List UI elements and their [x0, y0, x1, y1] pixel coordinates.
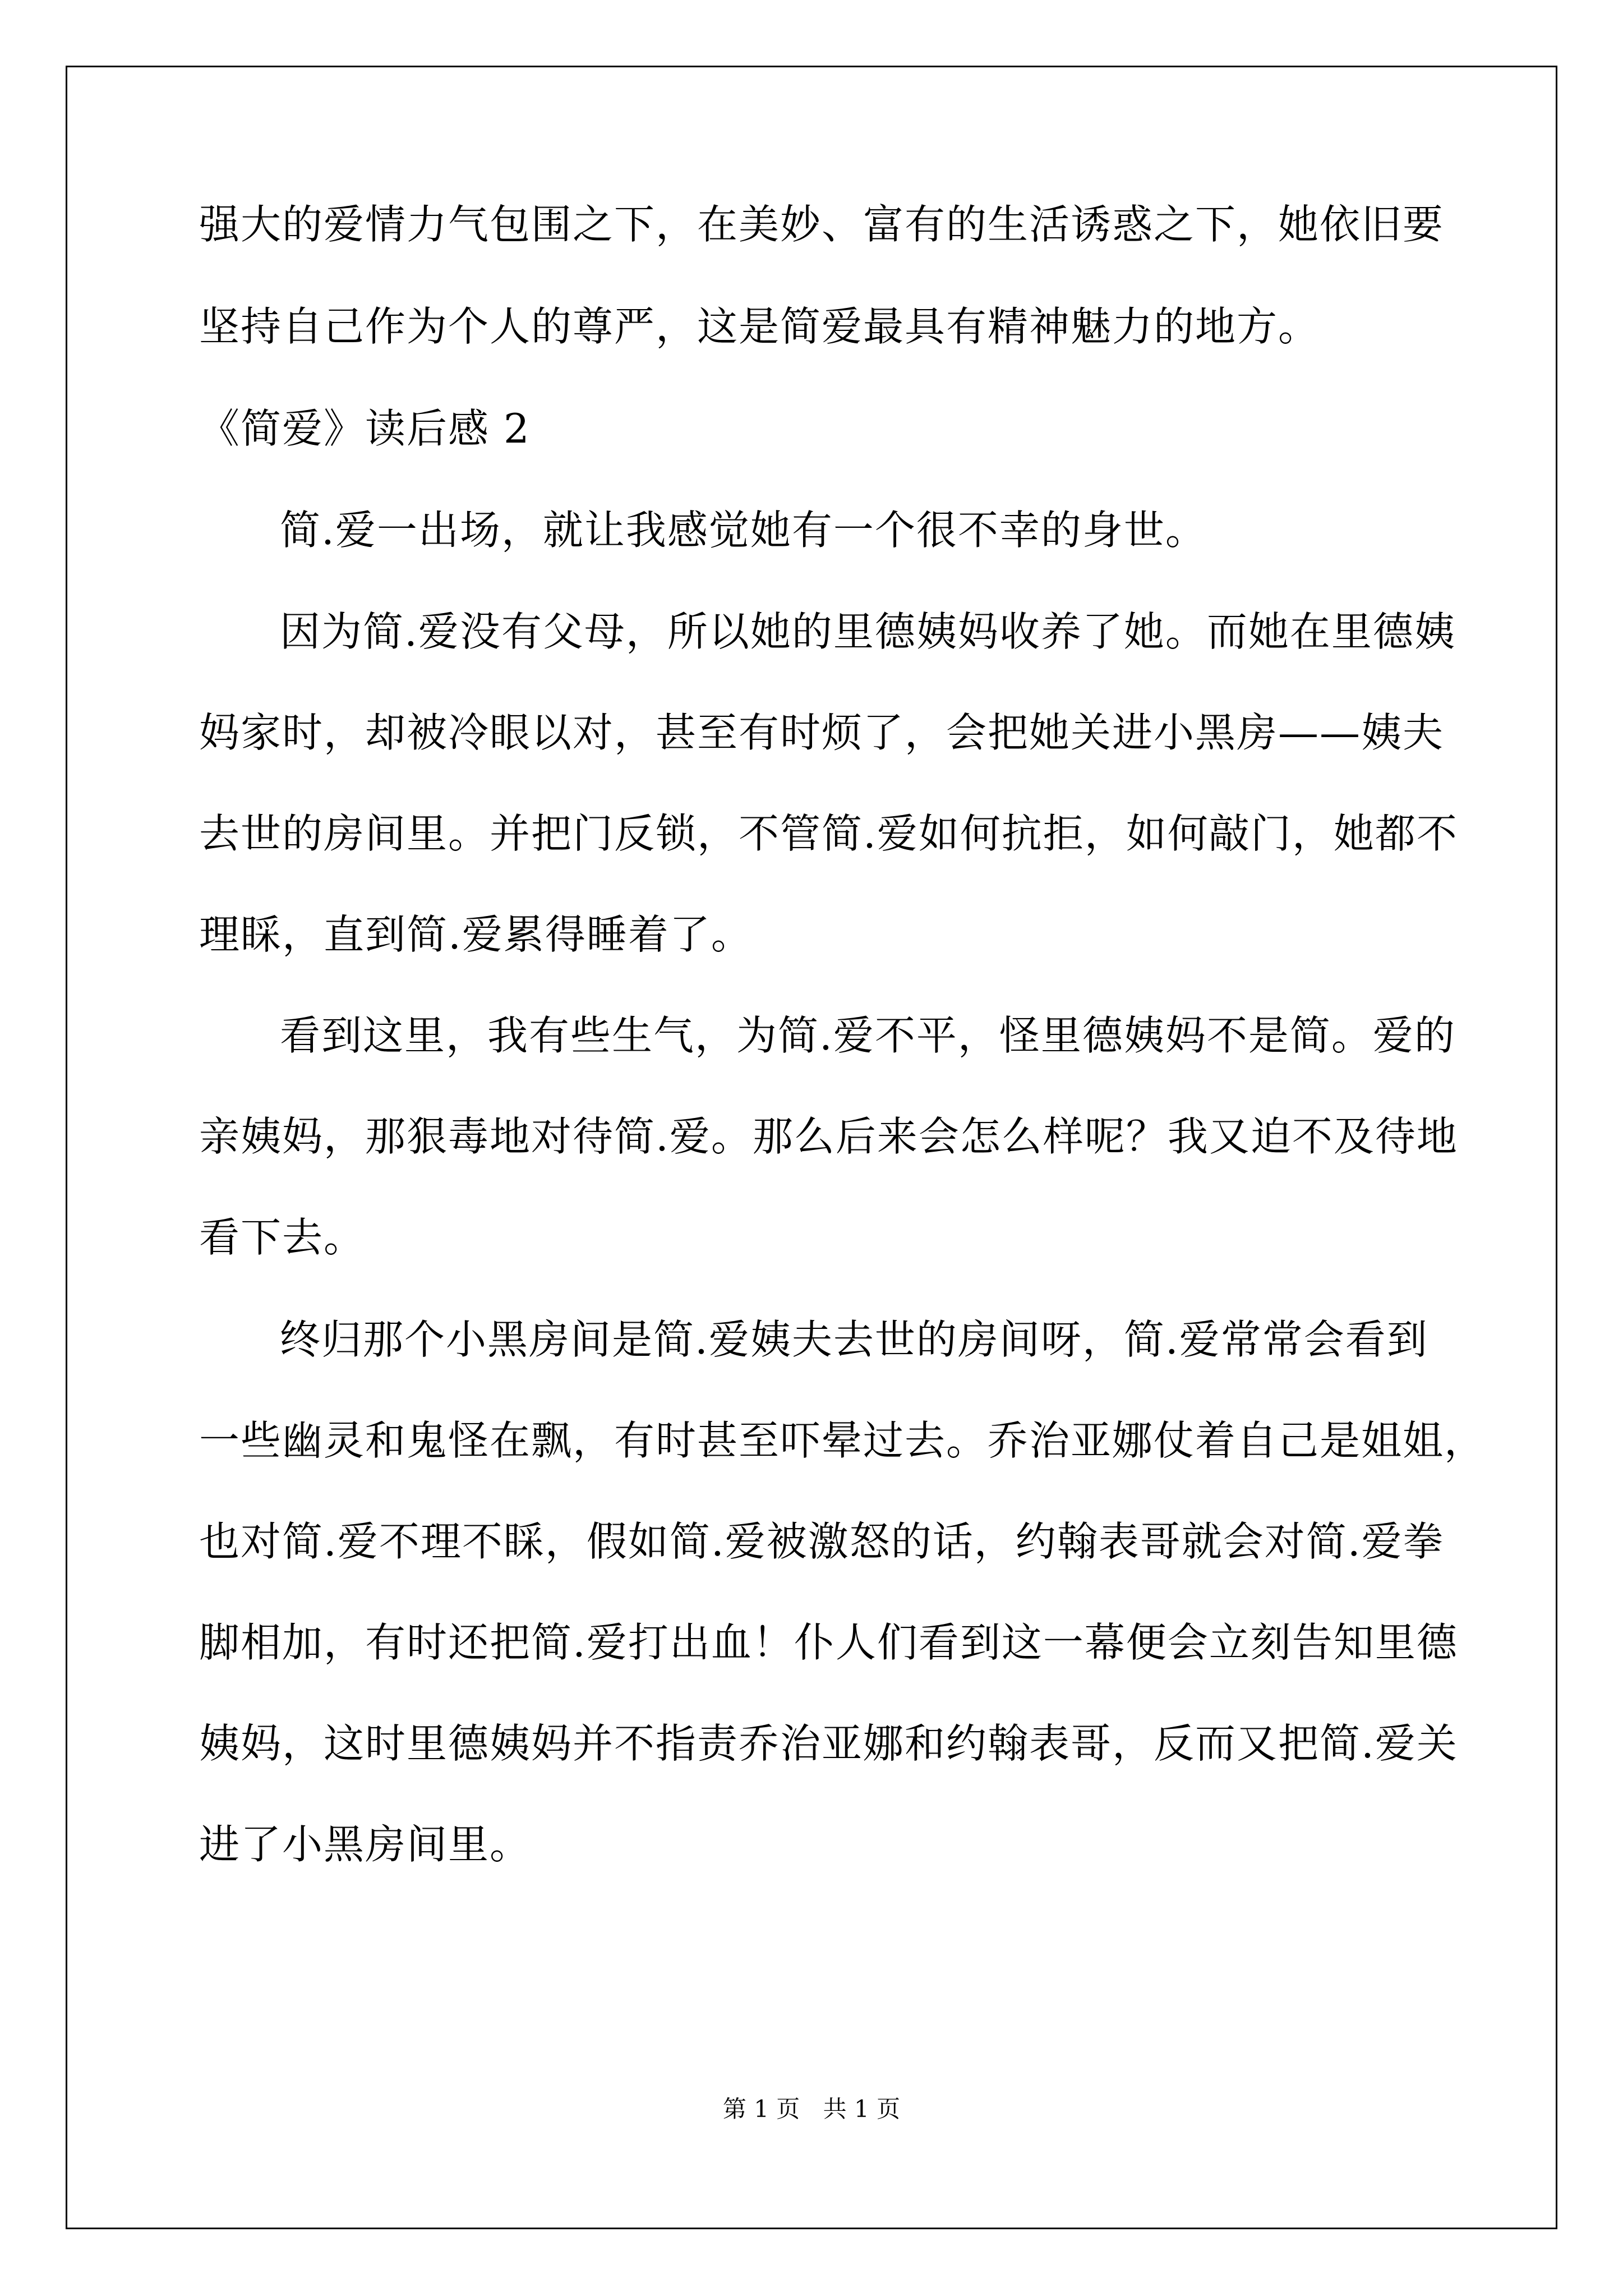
paragraph-line: 因为简.爱没有父母，所以她的里德姨妈收养了她。而她在里德姨 — [280, 608, 1456, 655]
section-heading: 《简爱》读后感 2 — [199, 405, 531, 452]
paragraph-line: 亲姨妈，那狠毒地对待简.爱。那么后来会怎么样呢？我又迫不及待地 — [199, 1113, 1458, 1160]
paragraph-line: 进了小黑房间里。 — [199, 1821, 532, 1868]
paragraph-line: 脚相加，有时还把简.爱打出血！仆人们看到这一幕便会立刻告知里德 — [199, 1619, 1458, 1666]
paragraph-line: 理睬，直到简.爱累得睡着了。 — [199, 911, 753, 958]
paragraph-line: 看到这里，我有些生气，为简.爱不平，怪里德姨妈不是简。爱的 — [280, 1012, 1456, 1059]
paragraph-line: 姨妈，这时里德姨妈并不指责乔治亚娜和约翰表哥，反而又把简.爱关 — [199, 1720, 1458, 1767]
body-line: 坚持自己作为个人的尊严，这是简爱最具有精神魅力的地方。 — [199, 303, 1320, 350]
paragraph-line: 简.爱一出场，就让我感觉她有一个很不幸的身世。 — [280, 507, 1207, 554]
page-footer — [0, 2093, 1623, 2125]
body-line: 强大的爱情力气包围之下，在美妙、富有的生活诱惑之下，她依旧要 — [199, 201, 1445, 248]
page-total: 共 1 页 — [823, 2095, 901, 2123]
paragraph-line: 妈家时，却被冷眼以对，甚至有时烦了，会把她关进小黑房——姨夫 — [199, 709, 1445, 756]
paragraph-line: 一些幽灵和鬼怪在飘，有时甚至吓晕过去。乔治亚娜仗着自己是姐姐， — [199, 1417, 1486, 1464]
paragraph-line: 也对简.爱不理不睬，假如简.爱被激怒的话，约翰表哥就会对简.爱拳 — [199, 1518, 1445, 1565]
page-number: 第 1 页 — [722, 2095, 800, 2123]
paragraph-line: 去世的房间里。并把门反锁，不管简.爱如何抗拒，如何敲门，她都不 — [199, 810, 1458, 857]
paragraph-line: 看下去。 — [199, 1214, 366, 1261]
paragraph-line: 终归那个小黑房间是简.爱姨夫去世的房间呀，简.爱常常会看到 — [280, 1316, 1428, 1363]
